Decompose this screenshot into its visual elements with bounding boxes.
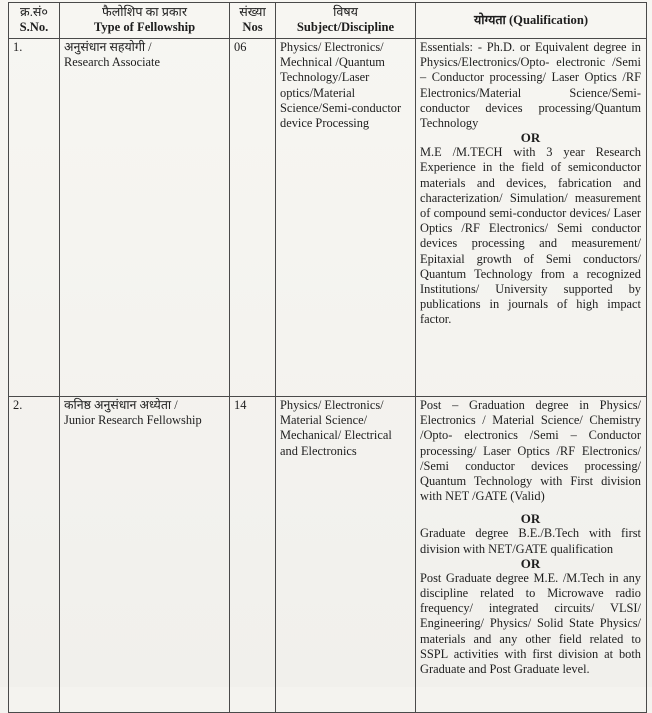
row-1-qualification — [416, 39, 647, 397]
table-row — [9, 397, 647, 713]
header-sno — [9, 3, 60, 39]
header-subject-english: Subject/Discipline — [296, 20, 395, 34]
header-subject — [276, 3, 416, 39]
header-qualification — [416, 3, 647, 39]
row-2-qualification — [416, 397, 647, 713]
table-body — [9, 39, 647, 713]
row-1-type-hindi: अनुसंधान सहयोगी / — [64, 40, 152, 54]
row-1-subject: Physics/ Electronics/ Mechnical /Quantum Technology/Laser optics/Material Science/Semi-conductor device Processing — [276, 39, 416, 397]
row-2-qualification-pg: Post – Graduation degree in Physics/ Electronics / Material Science/ Chemistry /Opto- electronics /Semi – Conductor processing/ Laser Optics /RF Electronics/ /Semi conductor devices processing/ Quantum Technology with First division with NET /GATE (Valid) — [420, 398, 641, 504]
header-nos — [230, 3, 276, 39]
row-2-nos: 14 — [230, 397, 276, 713]
table-header — [9, 3, 647, 39]
row-1-or-separator: OR — [520, 130, 541, 146]
row-2-or-separator-2: OR — [520, 555, 541, 571]
row-2-type-hindi: कनिष्ठ अनुसंधान अध्येता / — [64, 398, 178, 412]
row-2-type — [60, 397, 230, 713]
header-sno-english: S.No. — [19, 20, 49, 34]
row-1-type — [60, 39, 230, 397]
table-row — [9, 39, 647, 397]
row-2-type-english: Junior Research Fellowship — [64, 413, 202, 428]
header-type-hindi: फैलोशिप का प्रकार — [102, 5, 187, 19]
header-type — [60, 3, 230, 39]
row-1-qualification-essentials: Essentials: - Ph.D. or Equivalent degree in Physics/Electronics/Opto- electronic /Semi – Conductor processing/ Laser Optics /RF Electronics/Material Science/Semi-conductor devices processing/Quantum Technology — [420, 40, 641, 131]
header-row — [9, 3, 647, 39]
header-nos-hindi: संख्या — [239, 5, 266, 19]
row-2-or-separator-1: OR — [520, 511, 541, 527]
row-2-qualification-me-mtech: Post Graduate degree M.E. /M.Tech in any discipline related to Microwave radio frequency/ integrated circuits/ VLSI/ Engineering/ Physics/ Solid State Physics/ materials and any other field related to SSPL activities with first division at both Graduate and Post Graduate level. — [420, 570, 641, 677]
row-1-nos: 06 — [230, 39, 276, 397]
fellowship-table — [8, 2, 647, 713]
row-1-qualification-alternative: M.E /M.TECH with 3 year Research Experience in the field of semiconductor materials and devices, fabrication and characterization/ Simulation/ measurement of compound semi-conductor devices/ Laser Optics /RF Electronics/ Semi conductor devices processing and measurement/ Epitaxial growth of Semi conductors/ Quantum Technology from a recognized Institutions/ University supported by publications in journals of high impact factor. — [420, 145, 641, 327]
header-nos-english: Nos — [242, 20, 263, 34]
header-type-english: Type of Fellowship — [93, 20, 196, 34]
row-1-type-english: Research Associate — [64, 55, 160, 70]
header-subject-hindi: विषय — [333, 5, 358, 19]
row-2-subject: Physics/ Electronics/ Material Science/ Mechanical/ Electrical and Electronics — [276, 397, 416, 713]
row-1-sno: 1. — [9, 39, 60, 397]
header-sno-hindi: क्र.सं० — [20, 5, 48, 19]
header-qualification-label: योग्यता (Qualification) — [473, 12, 589, 27]
row-2-qualification-graduate: Graduate degree B.E./B.Tech with first division with NET/GATE qualification — [420, 526, 641, 556]
row-2-sno: 2. — [9, 397, 60, 713]
